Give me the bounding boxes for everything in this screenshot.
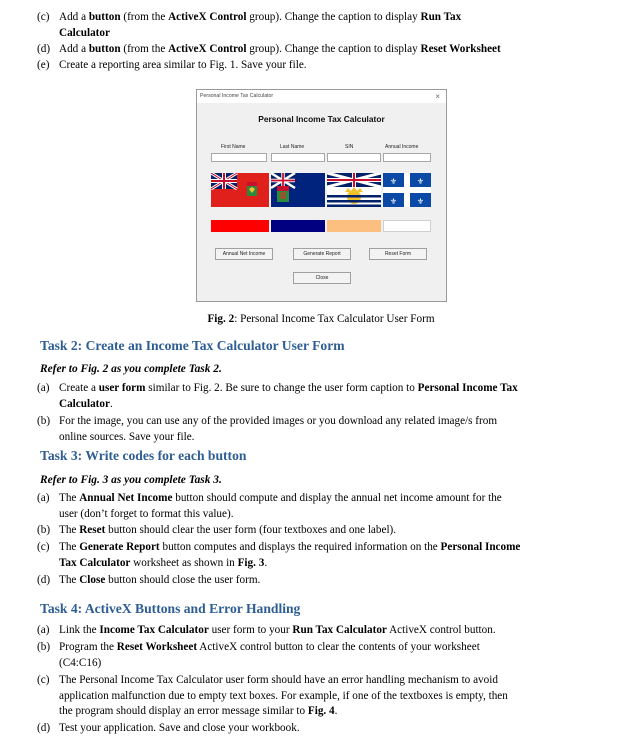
- list-item: (a) Link the Income Tax Calculator user form to your Run Tax Calculator ActiveX control button.: [37, 624, 496, 636]
- generate-report-button[interactable]: Generate Report: [293, 248, 351, 260]
- task3-refer-note: Refer to Fig. 3 as you complete Task 3.: [40, 474, 222, 486]
- annual-income-label: Annual Income: [385, 144, 419, 150]
- color-bar-white: [383, 220, 431, 232]
- list-item: (b) For the image, you can use any of the provided images or you download any related image/s from online sources. Save your file.: [37, 415, 498, 443]
- figure-caption: Fig. 2: Personal Income Tax Calculator User Form: [207, 313, 435, 325]
- list-item: (d) The Close button should close the user form.: [37, 574, 261, 586]
- svg-text:⚜: ⚜: [389, 177, 398, 186]
- first-name-label: First Name: [221, 144, 246, 150]
- color-bar-red: [211, 220, 269, 232]
- task4-heading: Task 4: ActiveX Buttons and Error Handling: [40, 601, 301, 616]
- list-item: (c) Add a button (from the ActiveX Control group). Change the caption to display Run Tax Calculator: [37, 11, 462, 39]
- list-item: (d) Test your application. Save and close your workbook.: [37, 722, 300, 734]
- svg-text:⚜: ⚜: [389, 197, 398, 206]
- list-item: (c) The Personal Income Tax Calculator user form should have an error handling mechanism to avoid application malfunction due to empty text boxes. For example, if one of the textboxes is empty, then the program should display an error message similar to Fig. 4.: [37, 674, 508, 717]
- last-name-input[interactable]: [271, 153, 325, 162]
- sin-label: SIN: [345, 144, 354, 150]
- close-button[interactable]: Close: [293, 272, 351, 284]
- sin-input[interactable]: [327, 153, 381, 162]
- color-bar-navy: [271, 220, 325, 232]
- color-bar-tan: [327, 220, 381, 232]
- list-marker: (d): [37, 43, 51, 55]
- last-name-label: Last Name: [280, 144, 305, 150]
- ontario-flag-image: [211, 173, 269, 207]
- annual-income-input[interactable]: [383, 153, 431, 162]
- form-title: Personal Income Tax Calculator: [258, 114, 385, 124]
- list-marker: (e): [37, 59, 50, 71]
- task2-refer-note: Refer to Fig. 2 as you complete Task 2.: [40, 363, 222, 375]
- list-marker: (c): [37, 11, 50, 23]
- form-title-bar: [197, 90, 446, 103]
- task2-heading: Task 2: Create an Income Tax Calculator User Form: [40, 338, 345, 353]
- reset-form-button[interactable]: Reset Form: [369, 248, 427, 260]
- window-title: Personal Income Tax Calculator: [200, 93, 274, 99]
- manitoba-flag-image: [271, 173, 325, 207]
- list-item: (e) Create a reporting area similar to Fig. 1. Save your file.: [37, 58, 572, 74]
- list-item: (b) The Reset button should clear the user form (four textboxes and one label).: [37, 524, 397, 536]
- svg-text:⚜: ⚜: [416, 197, 425, 206]
- list-item: (a) Create a user form similar to Fig. 2. Be sure to change the user form caption to Personal Income Tax Calculator.: [37, 382, 518, 410]
- close-icon[interactable]: ×: [435, 92, 440, 101]
- annual-net-income-button[interactable]: Annual Net Income: [215, 248, 273, 260]
- user-form-window: [196, 89, 447, 302]
- british-columbia-flag-image: [327, 173, 381, 207]
- first-name-input[interactable]: [211, 153, 267, 162]
- svg-text:⚜: ⚜: [416, 177, 425, 186]
- quebec-flag-image: [383, 173, 431, 207]
- list-item: (b) Program the Reset Worksheet ActiveX control button to clear the contents of your worksheet (C4:C16): [37, 641, 480, 669]
- list-item: (c) The Generate Report button computes and displays the required information on the Personal Income Tax Calculator worksheet as shown in Fig. 3.: [37, 541, 521, 569]
- task3-heading: Task 3: Write codes for each button: [40, 448, 247, 463]
- list-item: (d) Add a button (from the ActiveX Control group). Change the caption to display Reset Worksheet: [37, 42, 572, 58]
- list-item: (a) The Annual Net Income button should compute and display the annual net income amount for the user (don’t forget to format this value).: [37, 492, 502, 520]
